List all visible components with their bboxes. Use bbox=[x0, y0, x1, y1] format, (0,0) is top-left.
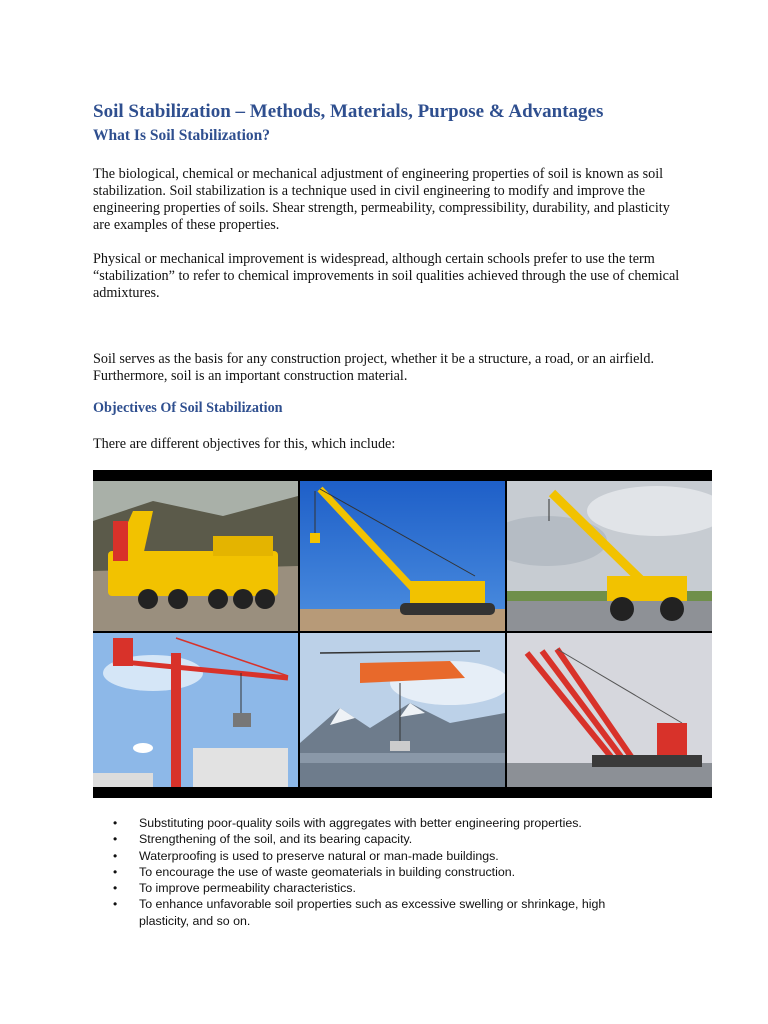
list-item: • Substituting poor-quality soils with aggregates with better engineering properties. bbox=[113, 815, 633, 831]
objectives-intro: There are different objectives for this, which include: bbox=[93, 436, 396, 452]
mobile-crane-quarry-image bbox=[93, 481, 298, 631]
paragraph-mechanical: Physical or mechanical improvement is widespread, although certain schools prefer to use the term “stabilization” to refer to chemical improvements in soil qualities achieved through the use of chemical admixtures. bbox=[93, 251, 680, 301]
section-heading-objectives: Objectives Of Soil Stabilization bbox=[93, 400, 283, 416]
paragraph-soil-basis: Soil serves as the basis for any construction project, whether it be a structure, a road, or an airfield. Furthermore, soil is an important construction material. bbox=[93, 351, 655, 384]
floating-crane-image bbox=[507, 633, 712, 787]
list-item: • To enhance unfavorable soil properties such as excessive swelling or shrinkage, high plasticity, and so on. bbox=[113, 896, 633, 929]
list-item: • To encourage the use of waste geomaterials in building construction. bbox=[113, 864, 633, 880]
objectives-list bbox=[113, 815, 633, 929]
page-title: Soil Stabilization – Methods, Materials, Purpose & Advantages bbox=[93, 101, 604, 122]
document-page bbox=[93, 100, 683, 452]
section-heading-what-is: What Is Soil Stabilization? bbox=[93, 127, 270, 144]
helicopter-lift-image bbox=[300, 633, 505, 787]
list-item: • To improve permeability characteristics. bbox=[113, 880, 633, 896]
crawler-crane-blue-sky-image bbox=[300, 481, 505, 631]
paragraph-definition: The biological, chemical or mechanical adjustment of engineering properties of soil is known as soil stabilization. Soil stabilization is a technique used in civil engineering to modify and improve the engineering properties of soils. Shear strength, permeability, compressibility, durability, and plasticity are examples of these properties. bbox=[93, 166, 670, 233]
crane-image-grid bbox=[93, 470, 712, 798]
rough-terrain-crane-image bbox=[507, 481, 712, 631]
list-item: • Waterproofing is used to preserve natural or man-made buildings. bbox=[113, 848, 633, 864]
tower-crane-image bbox=[93, 633, 298, 787]
list-item: • Strengthening of the soil, and its bearing capacity. bbox=[113, 831, 633, 847]
